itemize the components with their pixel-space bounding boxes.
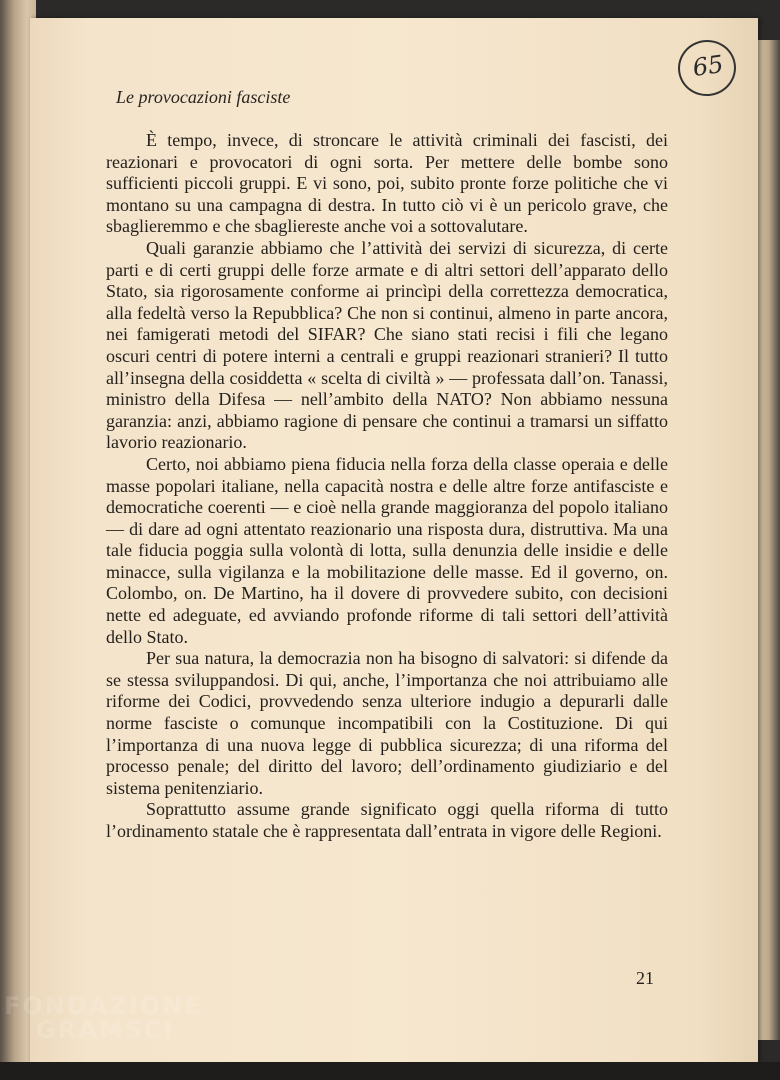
paragraph: Soprattutto assume grande significato oggi quella riforma di tutto l’ordinamento statale che è rappresentata dall’entrata in vigore delle Regioni. [106,799,668,841]
running-head: Le provocazioni fasciste [116,87,291,107]
page-number: 21 [636,968,654,988]
body-text [106,130,668,843]
paragraph: Quali garanzie abbiamo che l’attività dei servizi di sicurezza, di certe parti e di certi gruppi delle forze armate e di altri settori dell’apparato dello Stato, sia rigorosamente conforme ai princìpi della correttezza democratica, alla fedeltà verso la Repubblica? Che non si continui, almeno in parte ancora, nei famigerati metodi del SIFAR? Che siano stati recisi i fili che legano oscuri centri di potere interni a centrali e gruppi reazionari stranieri? Il tutto all’insegna della cosiddetta « scelta di civiltà » — professata dall’on. Tanassi, ministro della Difesa — nell’ambito della NATO? Non abbiamo nessuna garanzia: anzi, abbiamo ragione di pensare che continui a tramarsi un siffatto lavorio reazionario. [106,237,668,453]
paragraph: Certo, noi abbiamo piena fiducia nella forza della classe operaia e delle masse popolari italiane, nella capacità nostra e delle altre forze antifasciste e democratiche coerenti — e cioè nella grande maggioranza del popolo italiano — di dare ad ogni attentato reazionario una risposta dura, distruttiva. Ma una tale fiducia poggia sulla volontà di lotta, sulla denunzia delle insidie e delle minacce, sulla vigilanza e la mobilitazione delle masse. Ed il governo, on. Colombo, on. De Martino, ha il dovere di provvedere subito, con decisioni nette ed adeguate, ed avviando profonde riforme di tali settori dell’attività dello Stato. [106,453,668,647]
paragraph: Per sua natura, la democrazia non ha bisogno di salvatori: si difende da se stessa sviluppandosi. Di qui, anche, l’importanza che noi attribuiamo alle riforme dei Codici, provvedendo senza ulteriore indugio a depurarli dalle norme fasciste o comunque incompatibili con la Costituzione. Di qui l’importanza di una nuova legge di pubblica sicurezza; di una riforma del processo penale; del diritto del lavoro; dell’ordinamento giudiziario e del sistema penitenziario. [106,648,668,798]
watermark-line: GRAMSCI [36,1016,175,1044]
handwritten-page-number: 65 [690,50,726,82]
paragraph: È tempo, invece, di stroncare le attività criminali dei fascisti, dei reazionari e provocatori di ogni sorta. Per mettere delle bombe sono sufficienti piccoli gruppi. E vi sono, poi, subito pronte forze politiche che vi montano su una campagna di destra. In tutto ciò vi è un pericolo grave, che sbaglieremmo e che sbagliereste anche voi a sottovalutare. [106,130,668,237]
watermark-line: FONDAZIONE [4,992,203,1020]
scan-border [0,1062,780,1080]
watermark [4,994,203,1042]
